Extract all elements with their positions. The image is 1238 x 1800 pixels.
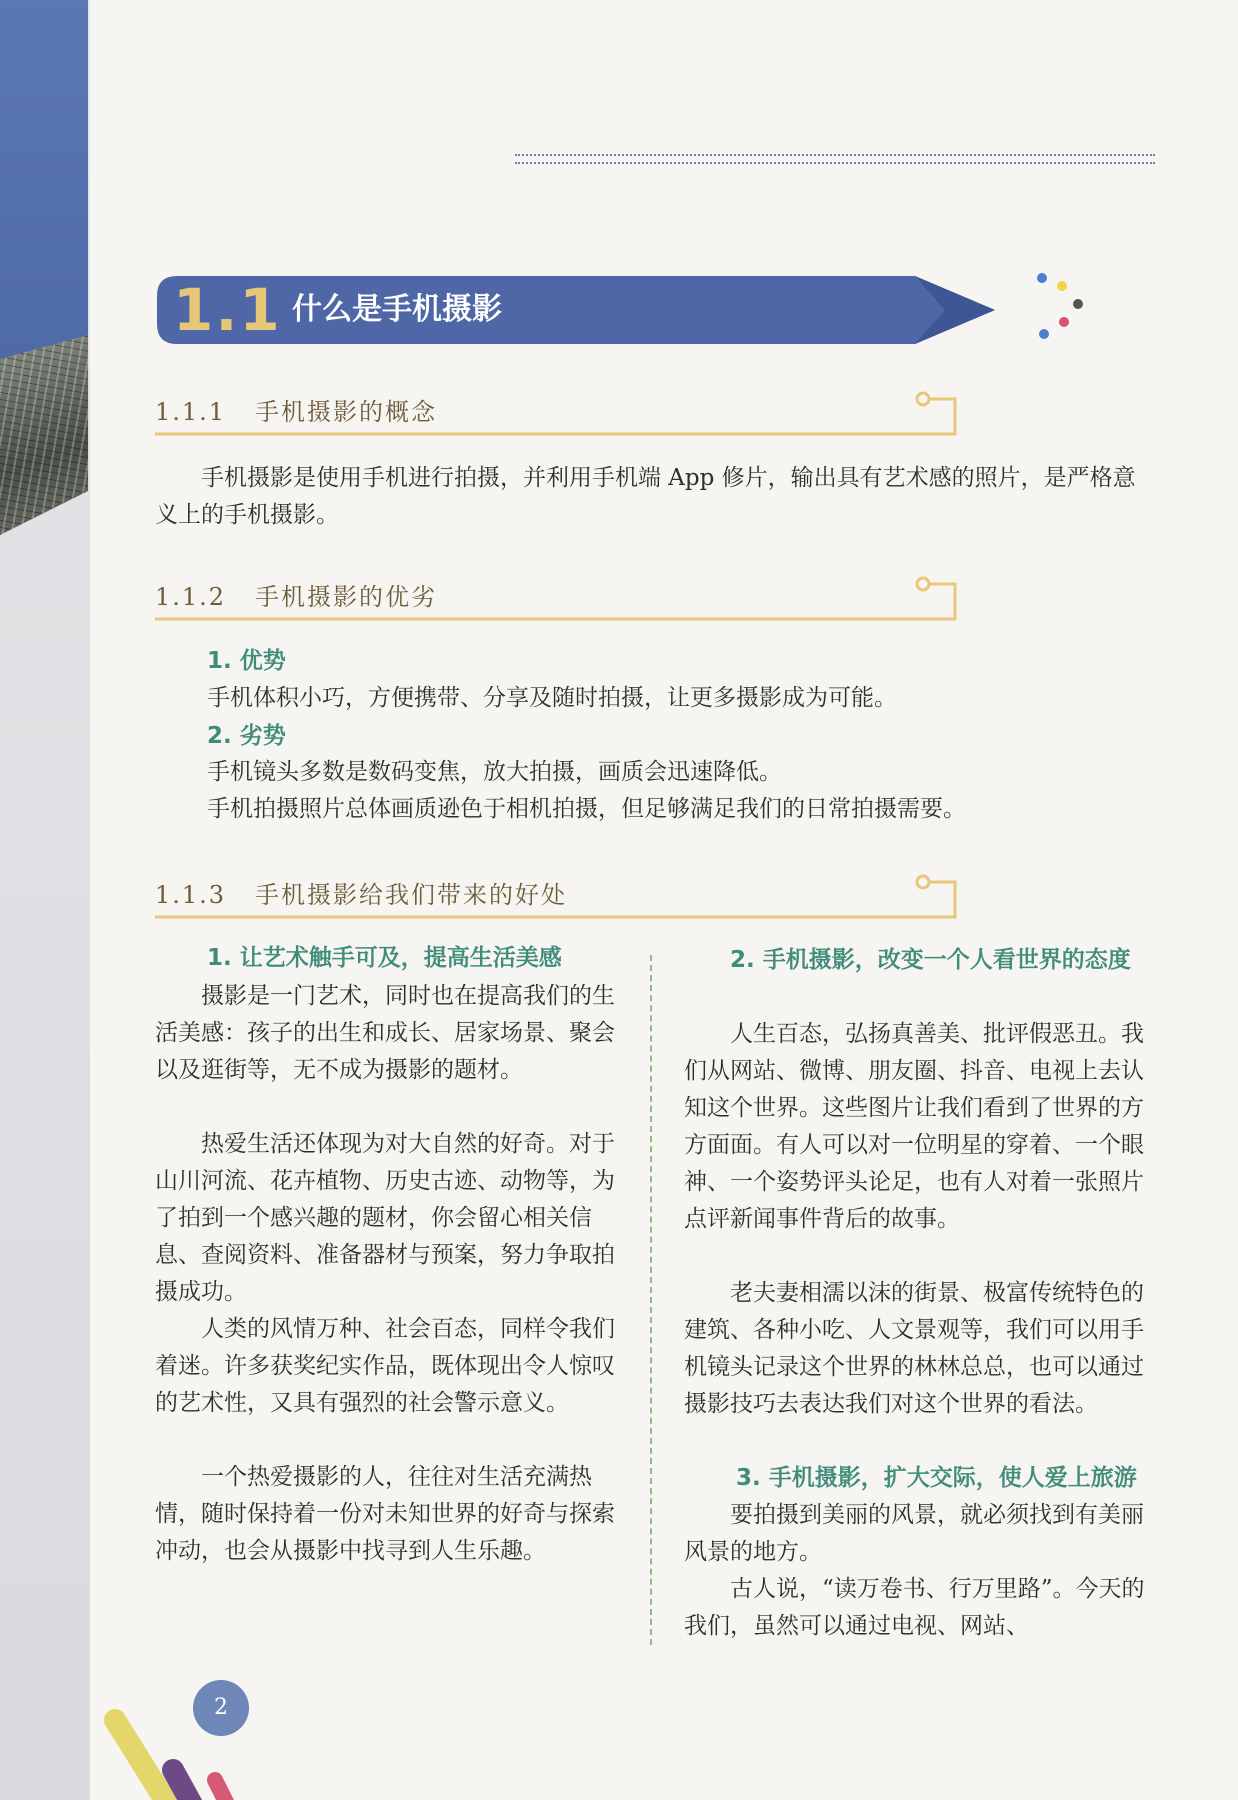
colored-stripes-decoration xyxy=(95,1700,275,1800)
disadvantage-heading: 2. 劣势 xyxy=(207,723,286,749)
page-number: 2 xyxy=(193,1680,249,1736)
chapter-title: 什么是手机摄影 xyxy=(292,292,502,327)
section-label: 手机摄影的概念 xyxy=(254,398,437,426)
section-number: 1.1.1 xyxy=(155,398,227,426)
color-dots-icon xyxy=(1030,268,1090,348)
section-number: 1.1.3 xyxy=(155,881,227,909)
chapter-number: 1.1 xyxy=(173,276,282,344)
section-heading-1-1-2 xyxy=(155,570,960,630)
paragraph: 手机摄影是使用手机进行拍摄，并利用手机端 App 修片，输出具有艺术感的照片，是严格意义上的手机摄影。 xyxy=(155,465,1136,528)
section-title xyxy=(155,397,437,427)
disadvantage-text-2: 手机拍摄照片总体画质逊色于相机拍摄，但足够满足我们的日常拍摄需要。 xyxy=(207,796,966,822)
right-paragraph-2: 老夫妻相濡以沫的街景、极富传统特色的建筑、各种小吃、人文景观等，我们可以用手机镜头记录这个世界的林林总总，也可以通过摄影技巧去表达我们对这个世界的看法。 xyxy=(684,1280,1144,1417)
left-paragraph-3: 人类的风情万种、社会百态，同样令我们着迷。许多获奖纪实作品，既体现出令人惊叹的艺术性，又具有强烈的社会警示意义。 xyxy=(155,1316,615,1416)
advantage-text: 手机体积小巧，方便携带、分享及随时拍摄，让更多摄影成为可能。 xyxy=(207,685,897,711)
right-paragraph-3: 要拍摄到美丽的风景，就必须找到有美丽风景的地方。 xyxy=(684,1502,1144,1565)
benefit-1-heading: 1. 让艺术触手可及，提高生活美感 xyxy=(207,945,562,971)
section-title xyxy=(155,880,567,910)
section-label: 手机摄影给我们带来的好处 xyxy=(254,881,567,909)
disadvantage-text-1: 手机镜头多数是数码变焦，放大拍摄，画质会迅速降低。 xyxy=(207,759,782,785)
column-divider xyxy=(650,955,652,1645)
section-heading-1-1-3 xyxy=(155,868,960,928)
sidebar-blue-band xyxy=(0,0,88,360)
left-paragraph-1: 摄影是一门艺术，同时也在提高我们的生活美感：孩子的出生和成长、居家场景、聚会以及逛街等，无不成为摄影的题材。 xyxy=(155,983,615,1083)
benefit-2-heading: 2. 手机摄影，改变一个人看世界的态度 xyxy=(730,947,1131,973)
right-paragraph-1: 人生百态，弘扬真善美、批评假恶丑。我们从网站、微博、朋友圈、抖音、电视上去认知这个世界。这些图片让我们看到了世界的方方面面。有人可以对一位明星的穿着、一个眼神、一个姿势评头论足，也有人对着一张照片点评新闻事件背后的故事。 xyxy=(684,1021,1144,1232)
benefit-3-heading: 3. 手机摄影，扩大交际，使人爱上旅游 xyxy=(736,1465,1137,1491)
section-label: 手机摄影的优劣 xyxy=(254,583,437,611)
left-paragraph-4: 一个热爱摄影的人，往往对生活充满热情，随时保持着一份对未知世界的好奇与探索冲动，也会从摄影中找寻到人生乐趣。 xyxy=(155,1464,615,1564)
section-title xyxy=(155,582,437,612)
right-paragraph-4: 古人说，“读万卷书、行万里路”。今天的我们，虽然可以通过电视、网站、 xyxy=(684,1576,1145,1639)
section-number: 1.1.2 xyxy=(155,583,227,611)
chapter-banner xyxy=(155,272,995,348)
left-paragraph-2: 热爱生活还体现为对大自然的好奇。对于山川河流、花卉植物、历史古迹、动物等，为了拍到一个感兴趣的题材，你会留心相关信息、查阅资料、准备器材与预案，努力争取拍摄成功。 xyxy=(155,1131,615,1305)
section-heading-1-1-1 xyxy=(155,385,960,445)
header-dotted-rule xyxy=(515,154,1155,164)
advantage-heading: 1. 优势 xyxy=(207,648,286,674)
